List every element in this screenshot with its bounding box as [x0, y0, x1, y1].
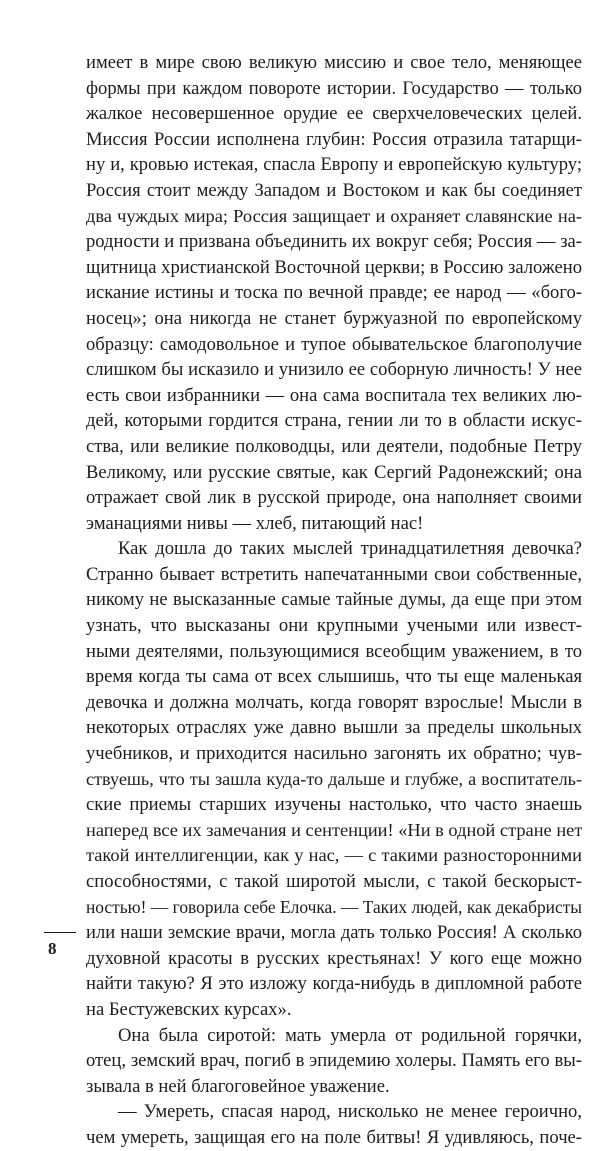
text-line: эманациями нивы — хлеб, питающий нас! — [86, 512, 424, 534]
text-line: ские приемы старших изучены настолько, что часто знаешь — [86, 794, 582, 816]
text-line: отец, земский врач, погиб в эпидемию холеры. Память его вы- — [86, 1050, 582, 1072]
text-line: Миссия России исполнена глубин: Россия отразила татарщи- — [86, 128, 582, 150]
page-number: 8 — [48, 939, 57, 958]
text-line: слишком бы исказило и унизило ее соборную личность! У нее — [86, 359, 582, 381]
text-line: — Умереть, спасая народ, нисколько не менее героично, — [118, 1101, 582, 1123]
text-line: ну и, кровью истекая, спасла Европу и европейскую культуру; — [86, 154, 582, 176]
text-line: искание истины и тоска по вечной правде; ее народ — «бого- — [86, 282, 582, 304]
text-line: чем умереть, защищая его на поле битвы! Я удивляюсь, поче- — [86, 1126, 582, 1148]
text-line: отражает свой лик в русской природе, она наполняет своими — [86, 487, 582, 509]
text-line: Странно бывает встретить напечатанными свои собственные, — [86, 563, 582, 585]
text-line: Великому, или русские святые, как Сергий Радонежский; она — [86, 461, 582, 483]
text-line: ства, или великие полководцы, или деятели, подобные Петру — [86, 435, 582, 457]
text-line: на Бестужевских курсах». — [86, 998, 292, 1020]
page-number-box — [44, 932, 76, 959]
text-line: Как дошла до таких мыслей тринадцатилетняя девочка? — [118, 538, 582, 560]
body-text — [86, 50, 582, 1151]
text-line: родности и призвана объединить их вокруг себя; Россия — за- — [86, 231, 582, 253]
text-line: ными деятелями, пользующимися всеобщим уважением, в то — [86, 640, 582, 662]
text-line: найти такую? Я это изложу когда-нибудь в дипломной работе — [86, 973, 582, 995]
text-line: ностью! — говорила себе Елочка. — Таких людей, как декабристы — [86, 896, 582, 917]
text-line: щитница христианской Восточной церкви; в Россию заложено — [86, 256, 582, 278]
text-line: жалкое несовершенное орудие ее сверхчеловеческих целей. — [86, 103, 582, 125]
text-line: или наши земские врачи, могла дать только Россия! А сколько — [86, 922, 582, 944]
text-line: есть свои избранники — она сама воспитала тех великих лю- — [86, 384, 582, 406]
text-line: духовной красоты в русских крестьянах! У кого еще можно — [86, 947, 582, 969]
text-line: наперед все их замечания и сентенции! «Ни в одной стране нет — [86, 819, 582, 840]
text-line: некоторых отраслях уже давно вышли за пределы школьных — [86, 717, 582, 739]
text-line: образцу: самодовольное и тупое обывательское благополучие — [86, 333, 582, 355]
text-line: Она была сиротой: мать умерла от родильной горячки, — [118, 1024, 582, 1046]
text-line: дей, которыми гордится страна, гении ли то в области искус- — [86, 410, 582, 432]
text-line: способностями, с такой широтой мысли, с такой бескорыст- — [86, 871, 582, 892]
text-line: имеет в мире свою великую миссию и свое тело, меняющее — [86, 52, 582, 73]
text-line: Россия стоит между Западом и Востоком и как бы соединяет — [86, 179, 582, 201]
text-line: узнать, что высказаны они крупными учеными или извест- — [86, 615, 582, 637]
text-line: такой интеллигенции, как у нас, — с такими разносторонними — [86, 845, 582, 866]
text-line: никому не высказанные самые тайные думы, да еще при этом — [86, 589, 582, 611]
text-line: учебников, и приходится насильно загонять их обратно; чув- — [86, 743, 582, 765]
text-line: ствуешь, что ты зашла куда-то дальше и глубже, а воспитатель- — [86, 768, 582, 789]
text-line: зывала в ней благоговейное уважение. — [86, 1075, 390, 1097]
text-line: время когда ты сама от всех слышишь, что ты еще маленькая — [86, 666, 582, 688]
text-line: девочка и должна молчать, когда говорят взрослые! Мысли в — [86, 691, 582, 713]
text-line: носец»; она никогда не станет буржуазной по европейскому — [86, 307, 582, 329]
text-line: два чуждых мира; Россия защищает и охраняет славянские на- — [86, 205, 582, 226]
text-line: формы при каждом повороте истории. Государство — только — [86, 77, 582, 99]
